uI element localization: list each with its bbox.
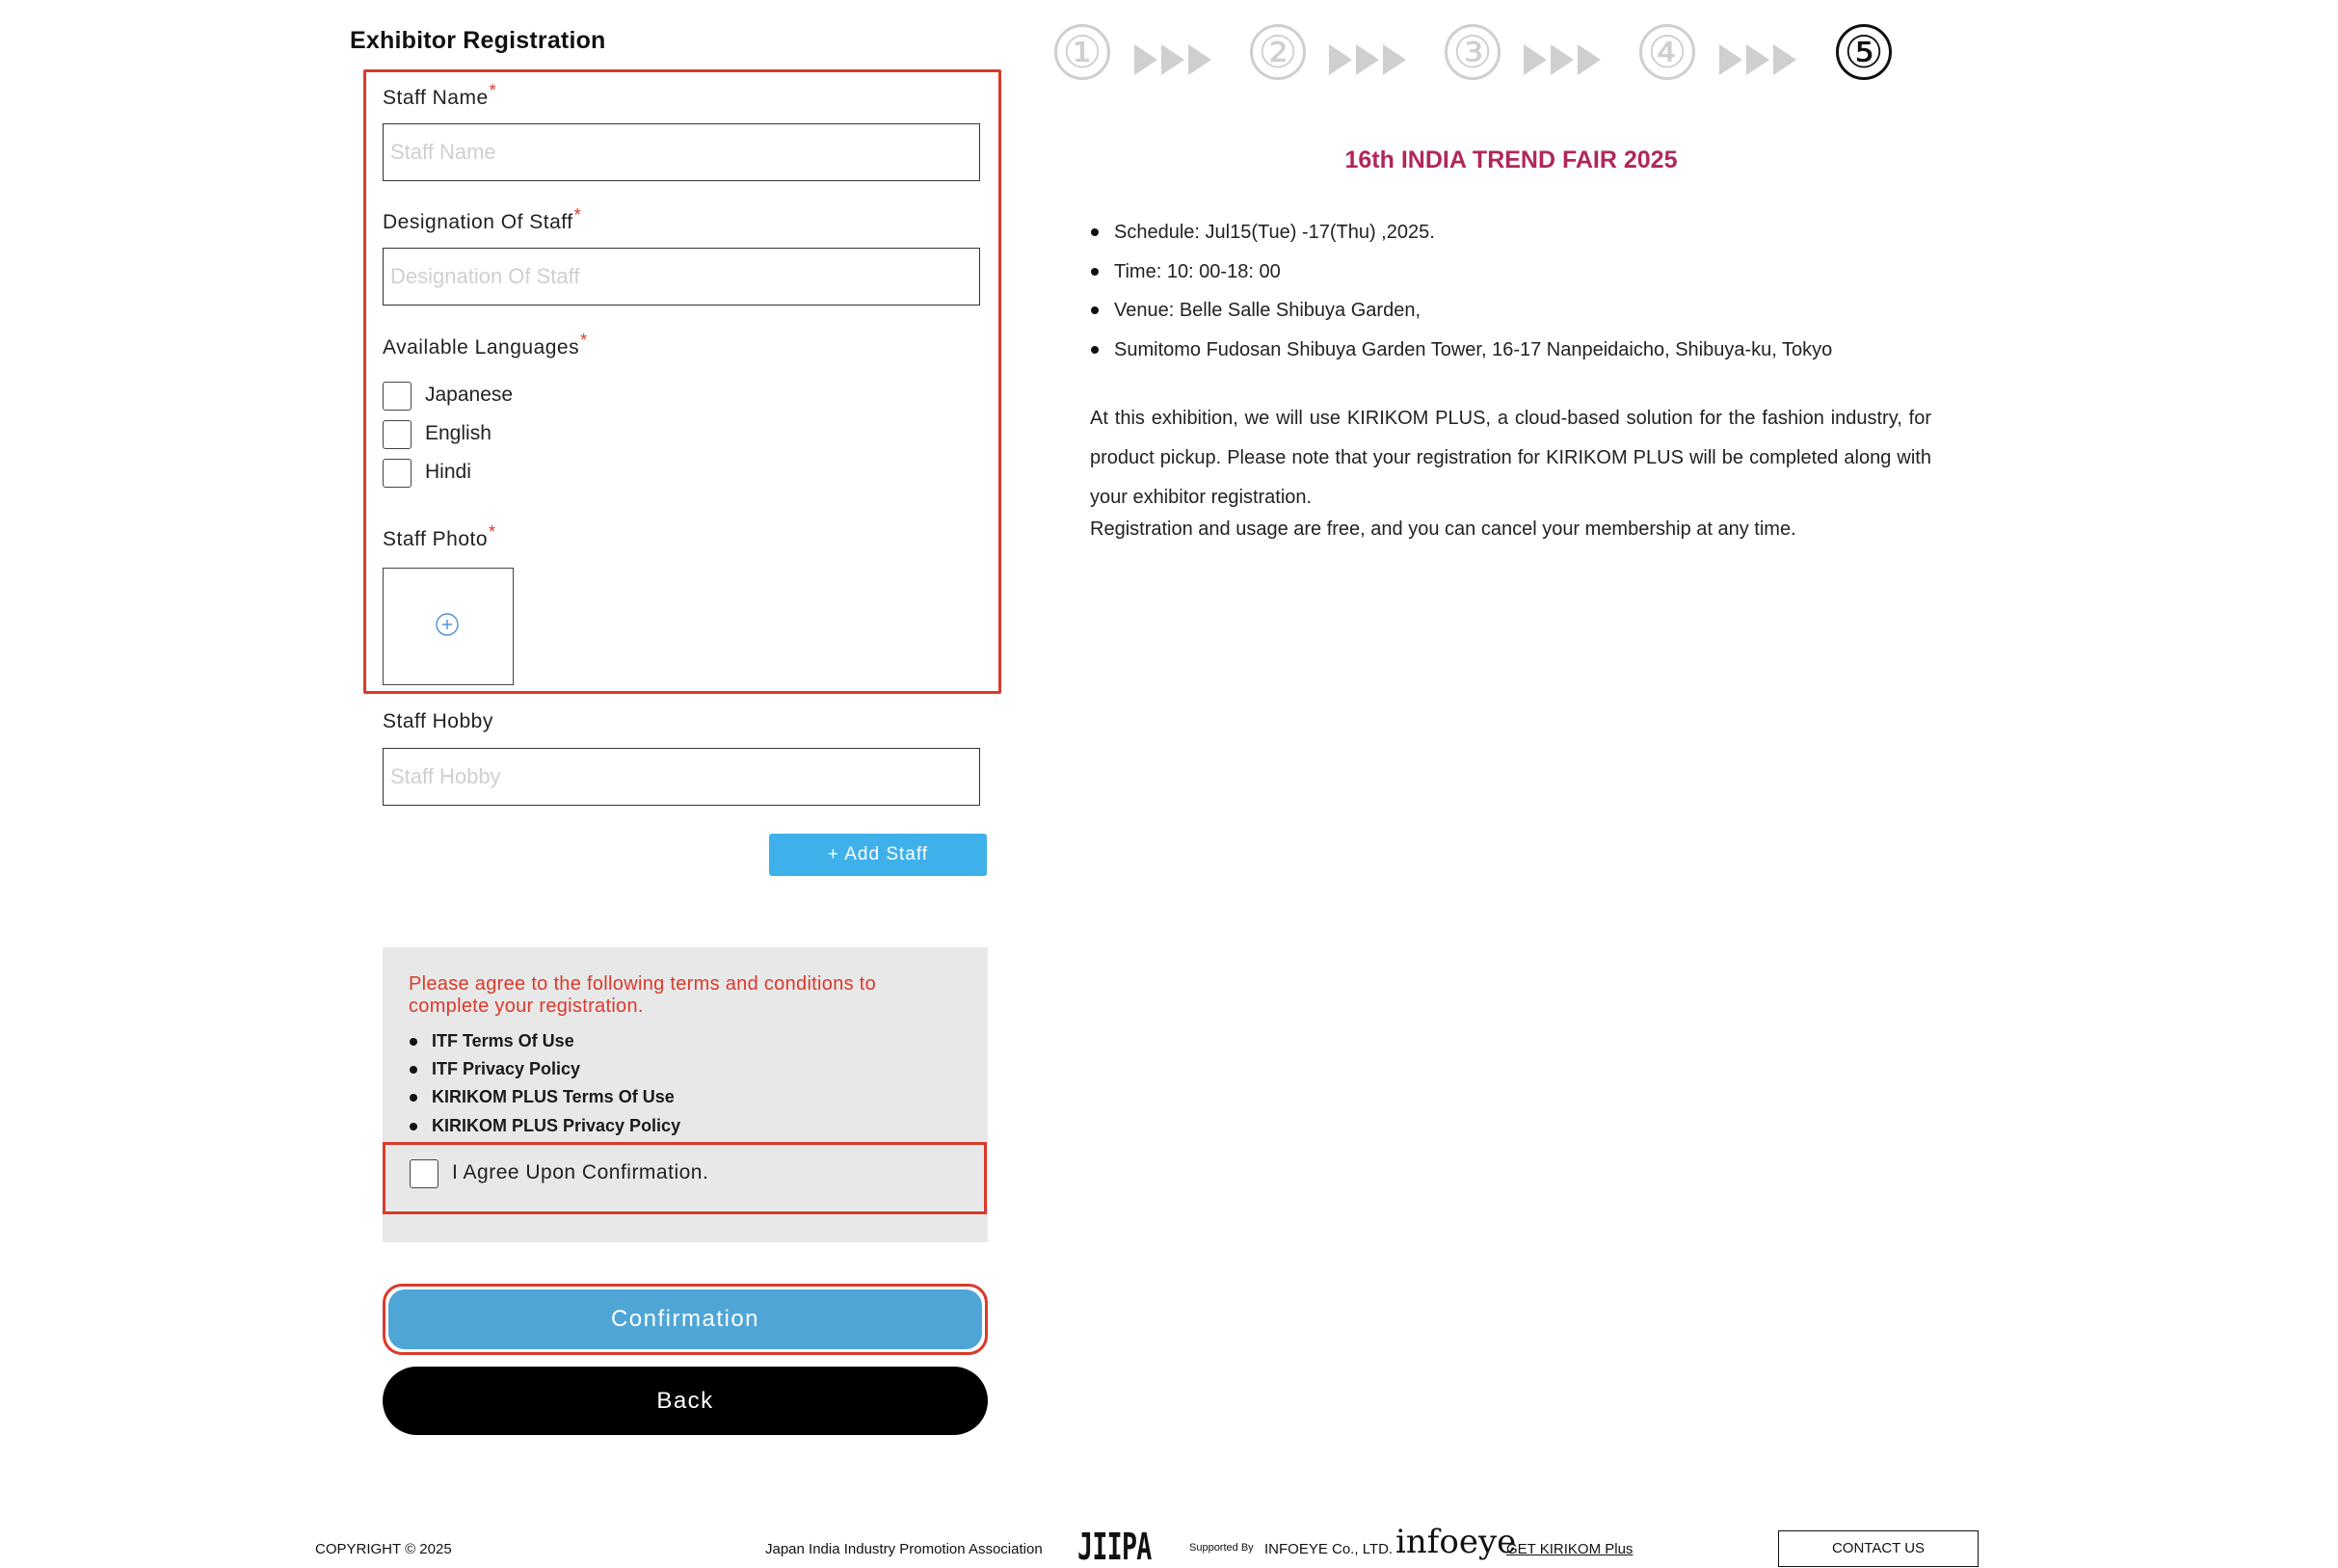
- hindi-label: Hindi: [425, 461, 471, 483]
- staff-photo-label-text: Staff Photo: [383, 528, 489, 550]
- itf-terms-link[interactable]: ITF Terms Of Use: [432, 1031, 574, 1050]
- designation-label: [383, 205, 582, 234]
- languages-label: [383, 331, 588, 359]
- event-time: Time: 10: 00-18: 00: [1114, 261, 1281, 282]
- languages-label-text: Available Languages: [383, 336, 580, 359]
- infoeye-company: INFOEYE Co., LTD.: [1264, 1541, 1394, 1557]
- english-label: English: [425, 422, 492, 444]
- step-2: ②: [1250, 24, 1306, 80]
- page-title: Exhibitor Registration: [350, 27, 606, 54]
- confirmation-button[interactable]: Confirmation: [388, 1289, 982, 1349]
- event-schedule: Schedule: Jul15(Tue) -17(Thu) ,2025.: [1114, 222, 1435, 243]
- copyright: COPYRIGHT © 2025: [315, 1541, 452, 1557]
- back-button[interactable]: Back: [383, 1367, 988, 1435]
- staff-photo-upload[interactable]: [383, 568, 514, 685]
- bullet: [410, 1038, 417, 1046]
- japanese-checkbox[interactable]: [383, 382, 412, 411]
- designation-label-text: Designation Of Staff: [383, 211, 573, 233]
- add-staff-button[interactable]: + Add Staff: [769, 834, 987, 876]
- staff-name-label-text: Staff Name: [383, 87, 489, 109]
- itf-privacy-link[interactable]: ITF Privacy Policy: [432, 1059, 581, 1078]
- step-3: ③: [1445, 24, 1501, 80]
- supported-by: Supported By: [1189, 1542, 1254, 1554]
- event-venue: Venue: Belle Salle Shibuya Garden,: [1114, 300, 1421, 321]
- staff-name-label: [383, 81, 497, 110]
- japanese-label: Japanese: [425, 384, 514, 406]
- hindi-checkbox[interactable]: [383, 459, 412, 488]
- kirikom-privacy-link[interactable]: KIRIKOM PLUS Privacy Policy: [432, 1116, 681, 1135]
- bullet: [1091, 306, 1099, 314]
- bullet: [1091, 346, 1099, 354]
- staff-hobby-label: Staff Hobby: [383, 710, 493, 732]
- association-name: Japan India Industry Promotion Association: [765, 1541, 1043, 1557]
- get-kirikom-link[interactable]: GET KIRIKOM Plus: [1506, 1541, 1634, 1557]
- jiipa-logo: JIIPA: [1077, 1526, 1152, 1568]
- staff-name-input[interactable]: [383, 123, 980, 181]
- agree-checkbox[interactable]: [410, 1159, 438, 1188]
- contact-us-button[interactable]: CONTACT US: [1778, 1530, 1979, 1567]
- agree-label: I Agree Upon Confirmation.: [452, 1161, 709, 1183]
- bullet: [410, 1066, 417, 1074]
- step-arrows-icon: [1134, 42, 1215, 77]
- event-address: Sumitomo Fudosan Shibuya Garden Tower, 16-17 Nanpeidaicho, Shibuya-ku, Tokyo: [1114, 339, 1833, 360]
- designation-input[interactable]: [383, 248, 980, 306]
- staff-hobby-input[interactable]: [383, 748, 980, 806]
- required-mark: *: [580, 331, 588, 350]
- step-arrows-icon: [1329, 42, 1410, 77]
- required-mark: *: [573, 205, 582, 225]
- step-1: ①: [1054, 24, 1110, 80]
- bullet: [410, 1094, 417, 1102]
- step-arrows-icon: [1524, 42, 1605, 77]
- event-description: At this exhibition, we will use KIRIKOM PLUS, a cloud-based solution for the fashion industry, for product pickup. Please note that your registration for KIRIKOM PLUS will be completed along with your exhibitor registration.: [1090, 408, 1931, 508]
- bullet: [1091, 228, 1099, 236]
- required-mark: *: [489, 522, 496, 542]
- event-title: 16th INDIA TREND FAIR 2025: [1344, 146, 1678, 173]
- bullet: [410, 1123, 417, 1130]
- event-description-note: Registration and usage are free, and you can cancel your membership at any time.: [1090, 518, 1796, 540]
- kirikom-terms-link[interactable]: KIRIKOM PLUS Terms Of Use: [432, 1087, 675, 1106]
- required-mark: *: [489, 81, 497, 100]
- staff-photo-label: [383, 522, 496, 551]
- bullet: [1091, 268, 1099, 276]
- step-arrows-icon: [1719, 42, 1800, 77]
- plus-circle-icon[interactable]: [436, 613, 459, 636]
- infoeye-logo: infoeye: [1395, 1523, 1517, 1561]
- english-checkbox[interactable]: [383, 420, 412, 449]
- step-5-active: ⑤: [1836, 24, 1892, 80]
- step-4: ④: [1639, 24, 1695, 80]
- terms-notice: Please agree to the following terms and conditions to complete your registration.: [409, 973, 877, 1017]
